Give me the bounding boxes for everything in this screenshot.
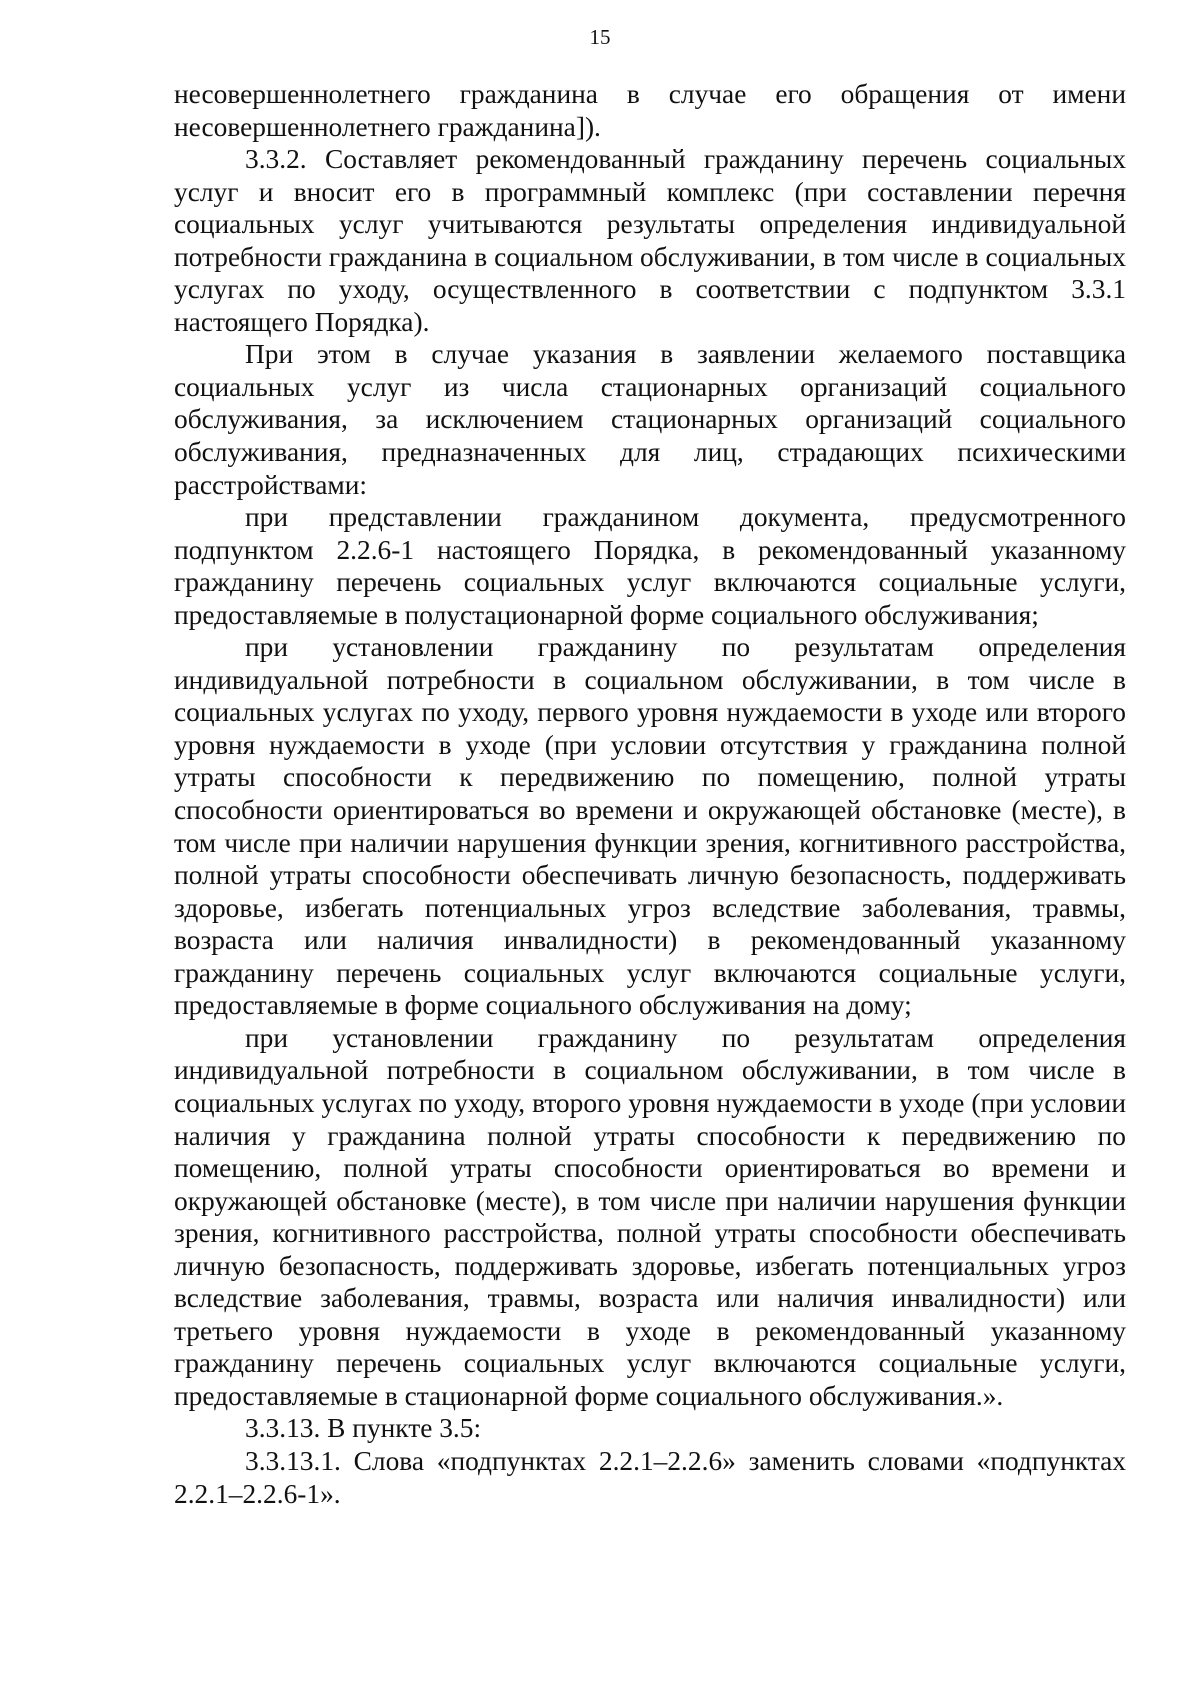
paragraph-home-services: при установлении гражданину по результатам определения индивидуальной потребности в социальном обслуживании, в том числе в социальных услугах по уходу, первого уровня нуждаемости в уходе или второго уровня нуждаемости в уходе (при условии отсутствия у гражданина полной утраты способности к передвижению по помещению, полной утраты способности ориентироваться во времени и окружающей обстановке (месте), в том числе при наличии нарушения функции зрения, когнитивного расстройства, полной утраты способности обеспечивать личную безопасность, поддерживать здоровье, избегать потенциальных угроз вследствие заболевания, травмы, возраста или наличия инвалидности) в рекомендованный указанному гражданину перечень социальных услуг включаются социальные услуги, предоставляемые в форме социального обслуживания на дому;	[174, 632, 1126, 1021]
paragraph-3-3-13-1: 3.3.13.1. Слова «подпунктах 2.2.1–2.2.6» заменить словами «подпунктах 2.2.1–2.2.6-1».	[174, 1445, 1126, 1509]
paragraph-3-3-13: 3.3.13. В пункте 3.5:	[245, 1413, 482, 1444]
paragraph-semistationary-services: при представлении гражданином документа, предусмотренного подпунктом 2.2.6-1 настоящего Порядка, в рекомендованный указанному гражданину перечень социальных услуг включаются социальные услуги, предоставляемые в полустационарной форме социального обслуживания;	[174, 502, 1126, 630]
page-number: 15	[589, 25, 611, 49]
paragraph-stationary-services: при установлении гражданину по результатам определения индивидуальной потребности в социальном обслуживании, в том числе в социальных услугах по уходу, второго уровня нуждаемости в уходе (при условии наличия у гражданина полной утраты способности к передвижению по помещению, полной утраты способности ориентироваться во времени и окружающей обстановке (месте), в том числе при наличии нарушения функции зрения, когнитивного расстройства, полной утраты способности обеспечивать личную безопасность, поддерживать здоровье, избегать потенциальных угроз вследствие заболевания, травмы, возраста или наличия инвалидности) или третьего уровня нуждаемости в уходе в рекомендованный указанному гражданину перечень социальных услуг включаются социальные услуги, предоставляемые в стационарной форме социального обслуживания.».	[174, 1022, 1126, 1411]
paragraph-3-3-2: 3.3.2. Составляет рекомендованный гражданину перечень социальных услуг и вносит его в программный комплекс (при составлении перечня социальных услуг учитываются результаты определения индивидуальной потребности гражданина в социальном обслуживании, в том числе в социальных услугах по уходу, осуществленного в соответствии с подпунктом 3.3.1 настоящего Порядка).	[174, 144, 1126, 337]
paragraph-continuation: несовершеннолетнего гражданина в случае его обращения от имени несовершеннолетнего гражданина]).	[174, 79, 1126, 142]
document-body	[174, 78, 1126, 1510]
paragraph-stationary-provider-condition: При этом в случае указания в заявлении желаемого поставщика социальных услуг из числа стационарных организаций социального обслуживания, за исключением стационарных организаций социального обслуживания, предназначенных для лиц, страдающих психическими расстройствами:	[174, 339, 1126, 500]
